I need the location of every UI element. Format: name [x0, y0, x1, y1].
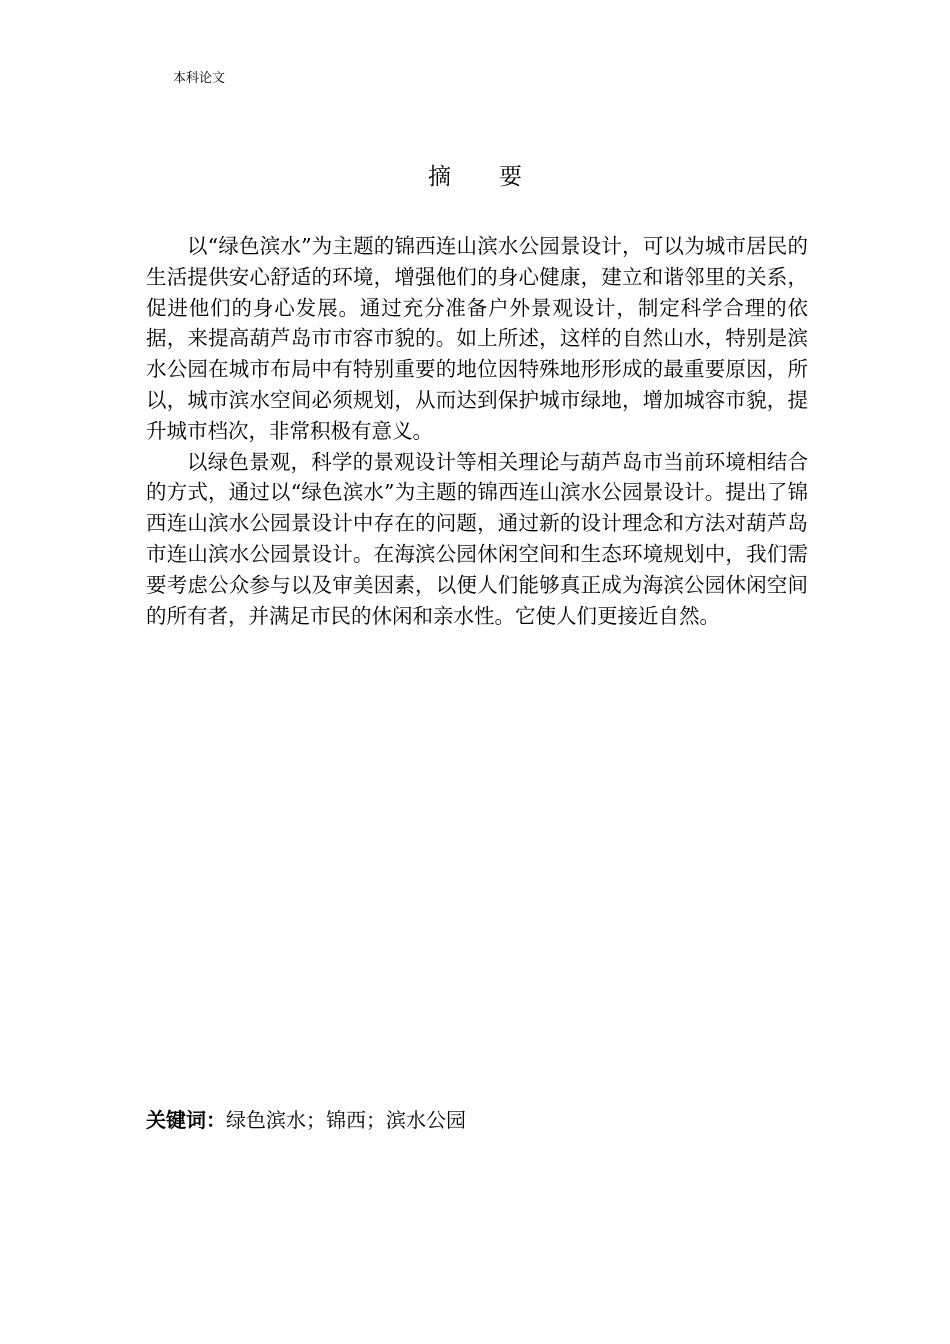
running-header: 本科论文 [173, 71, 226, 86]
abstract-title-part1: 摘 [428, 164, 451, 190]
keywords-label: 关键词： [146, 1108, 226, 1132]
abstract-body [146, 231, 808, 631]
keywords-line [146, 1106, 466, 1134]
abstract-paragraph-2: 以绿色景观，科学的景观设计等相关理论与葫芦岛市当前环境相结合的方式，通过以“绿色滨水”为主题的锦西连山滨水公园景设计。提出了锦西连山滨水公园景设计中存在的问题，通过新的设计理念和方法对葫芦岛市连山滨水公园景设计。在海滨公园休闲空间和生态环境规划中，我们需要考虑公众参与以及审美因素，以便人们能够真正成为海滨公园休闲空间的所有者，并满足市民的休闲和亲水性。它使人们更接近自然。 [146, 449, 808, 628]
abstract-title [0, 161, 950, 193]
keywords-values: 绿色滨水；锦西；滨水公园 [226, 1108, 466, 1132]
abstract-title-part2: 要 [499, 164, 522, 190]
abstract-paragraph-1: 以“绿色滨水”为主题的锦西连山滨水公园景设计，可以为城市居民的生活提供安心舒适的环境，增强他们的身心健康，建立和谐邻里的关系，促进他们的身心发展。通过充分准备户外景观设计，制定科学合理的依据，来提高葫芦岛市市容市貌的。如上所述，这样的自然山水，特别是滨水公园在城市布局中有特别重要的地位因特殊地形形成的最重要原因，所以，城市滨水空间必须规划，从而达到保护城市绿地，增加城容市貌，提升城市档次，非常积极有意义。 [146, 234, 808, 443]
